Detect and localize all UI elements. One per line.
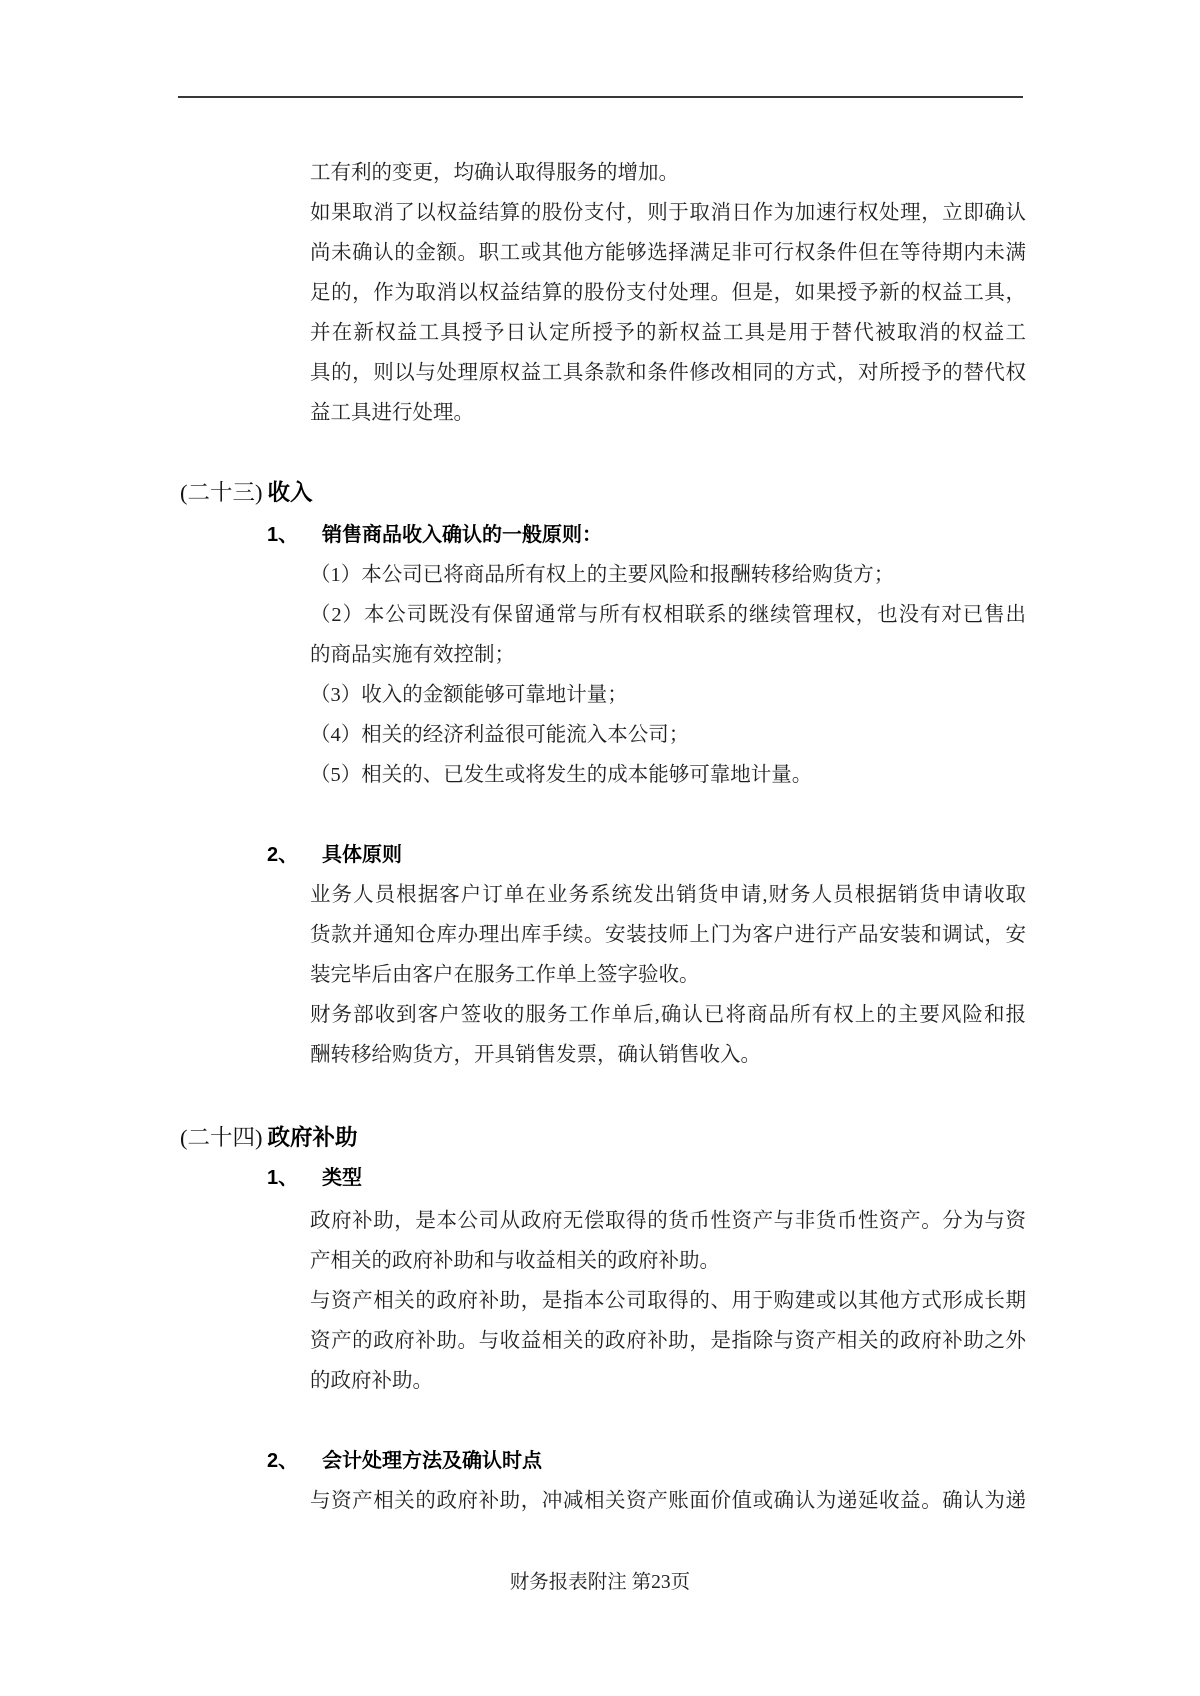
text-line: 的政府补助。 xyxy=(310,1370,433,1392)
numbered-item-accounting-treatment xyxy=(267,1441,542,1483)
list-item: （2）本公司既没有保留通常与所有权相联系的继续管理权，也没有对已售出 xyxy=(310,604,1026,626)
list-item: （1）本公司已将商品所有权上的主要风险和报酬转移给购货方； xyxy=(310,564,895,586)
text-line: 如果取消了以权益结算的股份支付，则于取消日作为加速行权处理，立即确认 xyxy=(310,202,1026,224)
section-heading-revenue xyxy=(180,473,313,516)
section-number-label: (二十三) xyxy=(180,480,263,505)
text-line: 工有利的变更，均确认取得服务的增加。 xyxy=(310,162,679,184)
numbered-item-general-principles xyxy=(267,515,602,557)
list-general-principles xyxy=(310,555,1026,795)
item-number: 2、 xyxy=(267,1450,299,1472)
text-line: 货款并通知仓库办理出库手续。安装技师上门为客户进行产品安装和调试，安 xyxy=(310,924,1026,946)
text-line: 政府补助，是本公司从政府无偿取得的货币性资产与非货币性资产。分为与资 xyxy=(310,1210,1026,1232)
section-heading-government-grants xyxy=(180,1118,358,1161)
item-title: 会计处理方法及确认时点 xyxy=(322,1450,542,1472)
text-line: 并在新权益工具授予日认定所授予的新权益工具是用于替代被取消的权益工 xyxy=(310,322,1026,344)
item-number: 1、 xyxy=(267,1167,299,1189)
page-footer: 财务报表附注 第23页 xyxy=(509,1572,691,1593)
text-line: 财务部收到客户签收的服务工作单后,确认已将商品所有权上的主要风险和报 xyxy=(310,1004,1026,1026)
list-item: 的商品实施有效控制； xyxy=(310,644,515,666)
section-title: 收入 xyxy=(267,480,313,505)
item-title: 销售商品收入确认的一般原则： xyxy=(322,524,602,546)
text-line: 酬转移给购货方，开具销售发票，确认销售收入。 xyxy=(310,1044,761,1066)
text-line: 装完毕后由客户在服务工作单上签字验收。 xyxy=(310,964,700,986)
numbered-item-grant-types xyxy=(267,1158,362,1200)
text-line: 产相关的政府补助和与收益相关的政府补助。 xyxy=(310,1250,720,1272)
text-line: 具的，则以与处理原权益工具条款和条件修改相同的方式，对所授予的替代权 xyxy=(310,362,1026,384)
text-line: 资产的政府补助。与收益相关的政府补助，是指除与资产相关的政府补助之外 xyxy=(310,1330,1026,1352)
item-title: 具体原则 xyxy=(322,844,402,866)
item-number: 1、 xyxy=(267,524,299,546)
text-line: 足的，作为取消以权益结算的股份支付处理。但是，如果授予新的权益工具， xyxy=(310,282,1026,304)
text-line: 业务人员根据客户订单在业务系统发出销货申请,财务人员根据销货申请收取 xyxy=(310,884,1026,906)
list-item: （3）收入的金额能够可靠地计量； xyxy=(310,684,628,706)
section-title: 政府补助 xyxy=(267,1125,358,1150)
text-line: 与资产相关的政府补助，冲减相关资产账面价值或确认为递延收益。确认为递 xyxy=(310,1490,1026,1512)
text-line: 益工具进行处理。 xyxy=(310,402,474,424)
list-item: （5）相关的、已发生或将发生的成本能够可靠地计量。 xyxy=(310,764,813,786)
text-line: 尚未确认的金额。职工或其他方能够选择满足非可行权条件但在等待期内未满 xyxy=(310,242,1026,264)
paragraph-share-payment xyxy=(310,153,1026,433)
paragraph-accounting-treatment xyxy=(310,1481,1026,1521)
numbered-item-specific-principles xyxy=(267,835,402,877)
text-line: 与资产相关的政府补助，是指本公司取得的、用于购建或以其他方式形成长期 xyxy=(310,1290,1026,1312)
item-number: 2、 xyxy=(267,844,299,866)
paragraph-specific-principles xyxy=(310,875,1026,1075)
list-item: （4）相关的经济利益很可能流入本公司； xyxy=(310,724,690,746)
section-number-label: (二十四) xyxy=(180,1125,263,1150)
header-rule xyxy=(178,96,1023,98)
paragraph-grant-types xyxy=(310,1201,1026,1401)
item-title: 类型 xyxy=(322,1167,362,1189)
